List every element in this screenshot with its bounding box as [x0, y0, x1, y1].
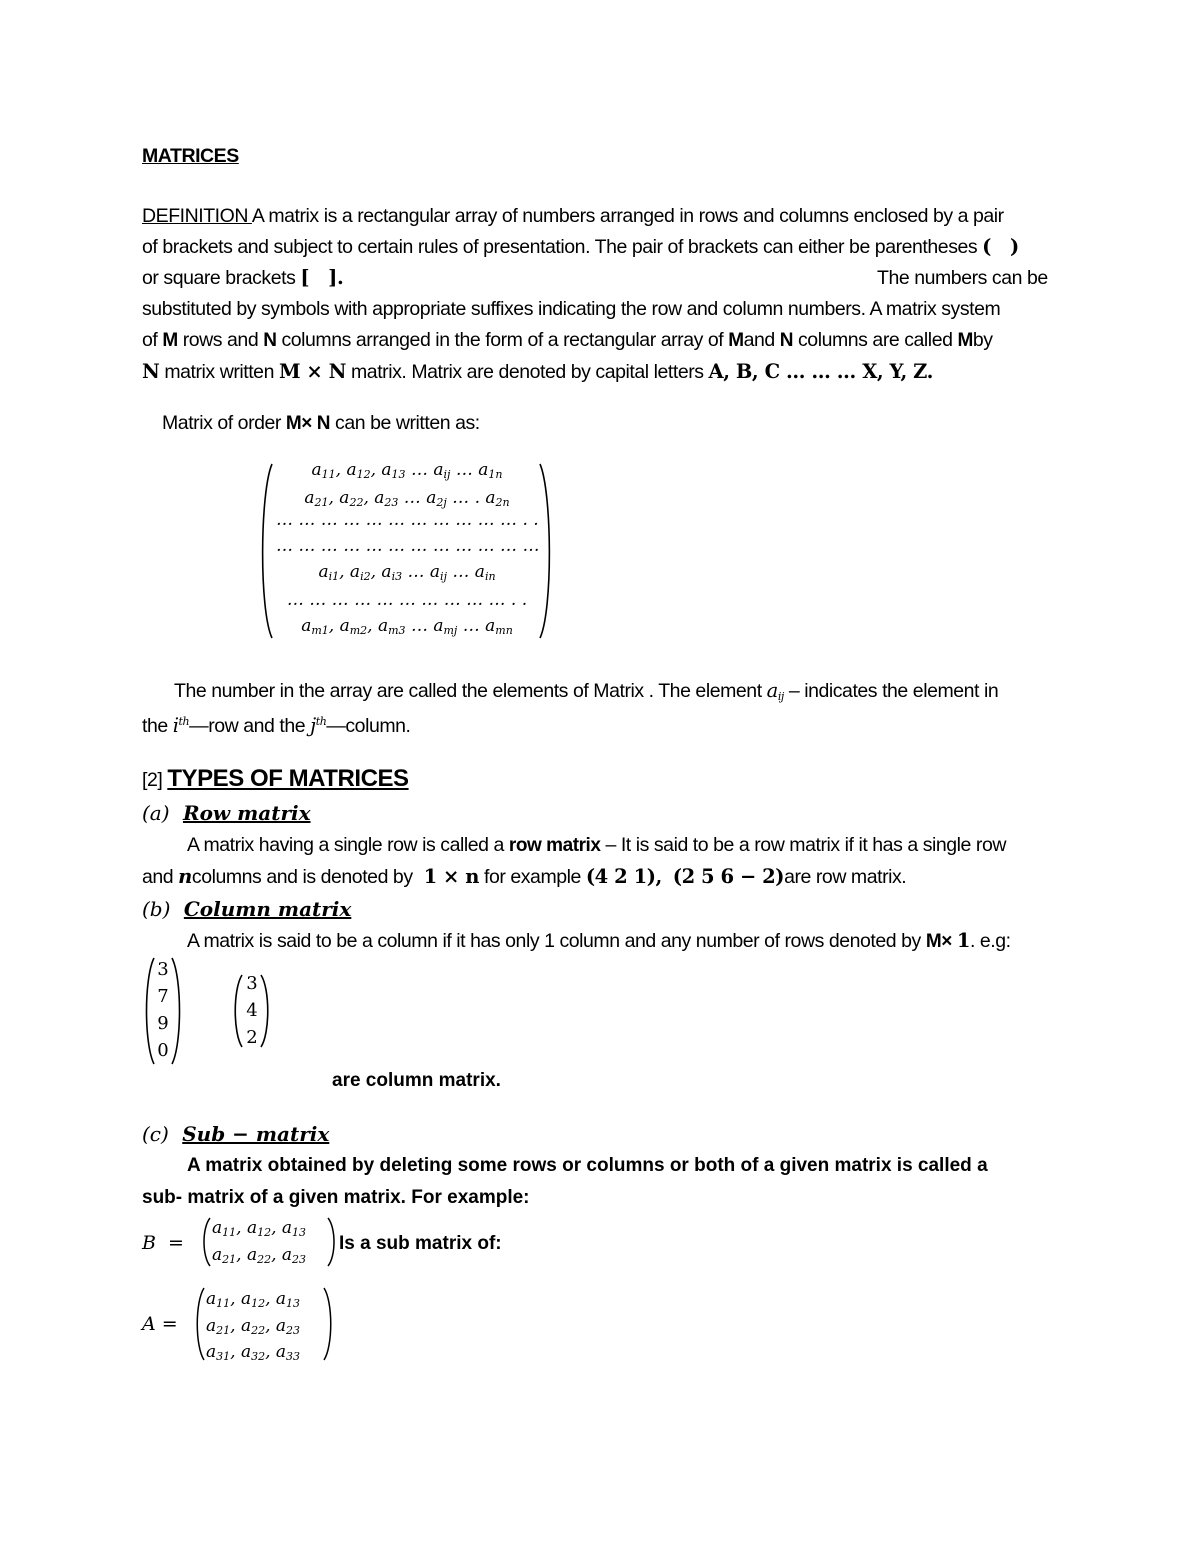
general-matrix-row: $a_{i1}$, $a_{i2}$, $a_{i3}$ … $a_{ij}$ … $a_{in}$ — [318, 562, 496, 583]
types-heading: [2] TYPES OF MATRICES — [142, 765, 409, 792]
column-example-2-entry: 2 — [246, 1027, 258, 1048]
matrix-a-left-paren — [192, 1286, 206, 1362]
column-example-2-right-paren — [259, 973, 273, 1049]
column-example-1-entry: 7 — [157, 986, 169, 1007]
row-matrix-line-2: and ncolumns and is denoted by 1 × n for example (4 2 1), (2 5 6 − 2)are row matrix. — [142, 865, 907, 888]
definition-line-3a: or square brackets [ ]. — [142, 266, 344, 289]
matrix-b-caption: Is a sub matrix of: — [339, 1233, 502, 1254]
matrix-b-row: $a_{11}$, $a_{12}$, $a_{13}$ — [212, 1218, 307, 1239]
order-line: Matrix of order M× N can be written as: — [162, 412, 480, 434]
definition-line-3b: The numbers can be — [877, 267, 1048, 289]
matrix-b-right-paren — [326, 1216, 338, 1268]
column-example-1-entry: 9 — [157, 1013, 169, 1034]
row-matrix-line-1: A matrix having a single row is called a row matrix – It is said to be a row matrix if it has a single row — [187, 834, 1006, 856]
general-matrix-row: $a_{m1}$, $a_{m2}$, $a_{m3}$ … $a_{mj}$ … $a_{mn}$ — [301, 616, 513, 637]
definition-label: DEFINITION — [142, 205, 252, 227]
matrix-b-row: $a_{21}$, $a_{22}$, $a_{23}$ — [212, 1245, 307, 1266]
matrix-a-row: $a_{31}$, $a_{32}$, $a_{33}$ — [206, 1342, 301, 1363]
row-matrix-heading: (a) Row matrix — [142, 801, 311, 825]
column-example-1-right-paren — [170, 956, 184, 1066]
general-matrix-row: … … … … … … … … … … … … — [276, 536, 540, 556]
general-matrix-row: … … … … … … … … … … … . . — [276, 510, 539, 530]
definition-line-5: of M rows and N columns arranged in the form of a rectangular array of Mand N columns are called Mby — [142, 329, 993, 351]
matrix-b-left-paren — [200, 1216, 212, 1268]
definition-line-1: DEFINITION A matrix is a rectangular array of numbers arranged in rows and columns enclosed by a pair — [142, 205, 1004, 227]
matrix-a-row: $a_{11}$, $a_{12}$, $a_{13}$ — [206, 1289, 301, 1310]
sub-matrix-line-1: A matrix obtained by deleting some rows or columns or both of a given matrix is called a — [187, 1155, 988, 1176]
matrix-a-row: $a_{21}$, $a_{22}$, $a_{23}$ — [206, 1316, 301, 1337]
matrix-b-label: B = — [142, 1232, 184, 1254]
column-example-2-entry: 3 — [246, 973, 258, 994]
elements-line-2: the $i^{th}—row$ and the $j^{th}—column$. — [142, 714, 411, 737]
column-example-1-entry: 3 — [157, 959, 169, 980]
general-matrix-row: $a_{21}$, $a_{22}$, $a_{23}$ … $a_{2j}$ … . $a_{2n}$ — [304, 488, 510, 509]
general-matrix-row: $a_{11}$, $a_{12}$, $a_{13}$ … $a_{ij}$ … $a_{1n}$ — [311, 460, 503, 481]
page-title: MATRICES — [142, 145, 239, 167]
general-matrix-left-paren — [256, 462, 276, 640]
definition-line-4: substituted by symbols with appropriate suffixes indicating the row and column numbers. A matrix system — [142, 298, 1001, 320]
column-matrix-line-1: A matrix is said to be a column if it has only 1 column and any number of rows denoted by M× 1. e.g: — [187, 929, 1011, 952]
sub-matrix-heading: (c) Sub − matrix — [142, 1122, 330, 1146]
general-matrix-row: … … … … … … … … … … . . — [286, 590, 528, 610]
column-example-2-entry: 4 — [246, 1000, 258, 1021]
matrix-a-label: A = — [142, 1313, 178, 1335]
column-matrix-caption: are column matrix. — [332, 1070, 501, 1091]
sub-matrix-line-2: sub- matrix of a given matrix. For example: — [142, 1187, 530, 1208]
column-example-1-entry: 0 — [157, 1040, 169, 1061]
matrix-a-right-paren — [322, 1286, 336, 1362]
general-matrix-right-paren — [536, 462, 556, 640]
elements-line-1: The number in the array are called the elements of Matrix . The element $a_{ij}$ – indicates the element in — [174, 679, 999, 703]
definition-line-2: of brackets and subject to certain rules of presentation. The pair of brackets can either be parentheses ( ) — [142, 235, 1019, 258]
definition-line-6: N matrix written M × N matrix. Matrix are denoted by capital letters A, B, C … … … X, Y, Z. — [142, 360, 933, 383]
column-matrix-heading: (b) Column matrix — [142, 897, 352, 921]
